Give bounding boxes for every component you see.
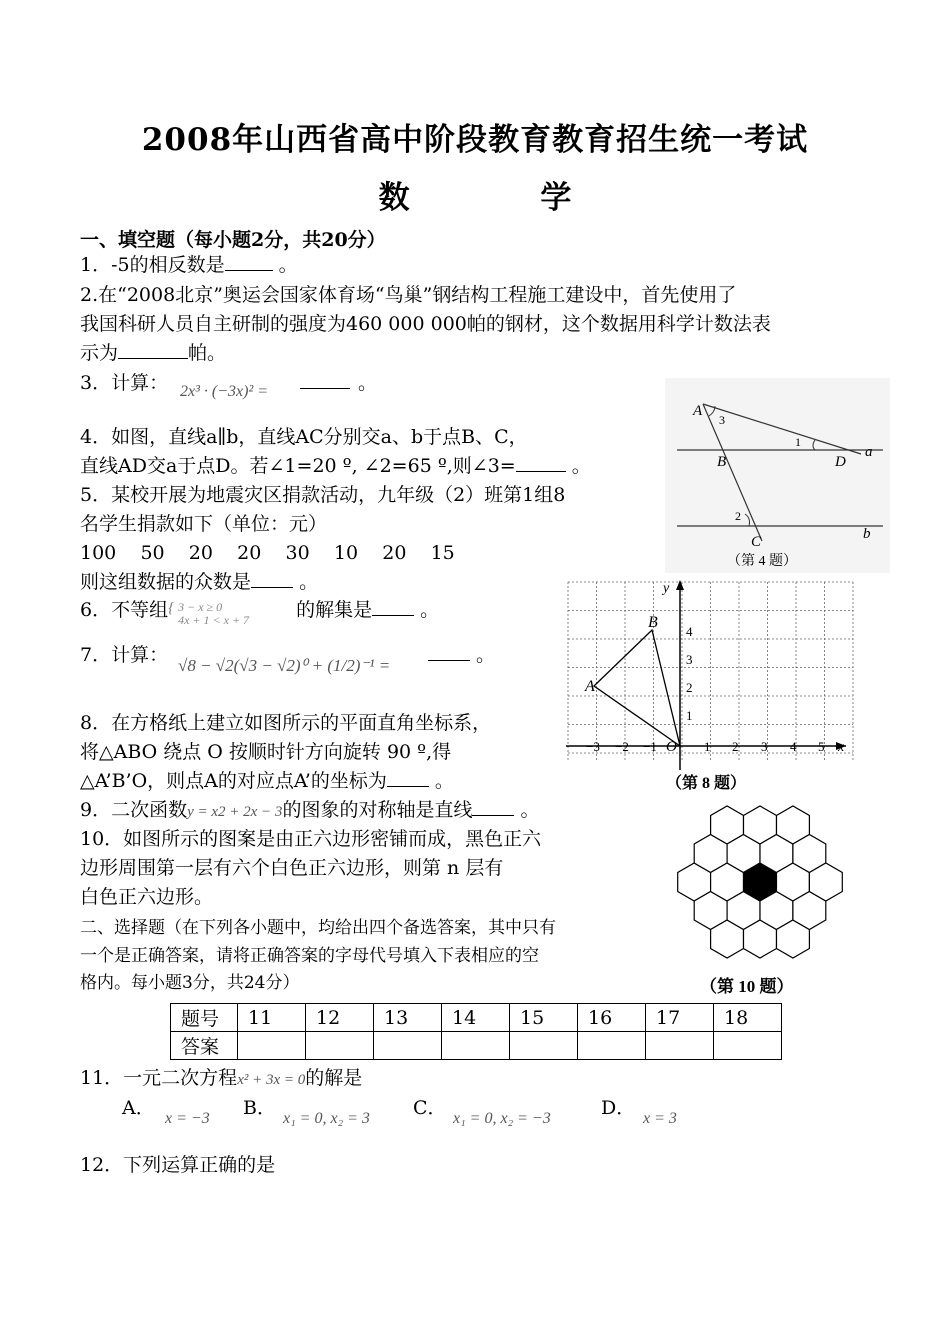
option-a-expression: x = −3 [165, 1110, 210, 1127]
label-1: 1 [795, 435, 801, 449]
label-A: A [693, 403, 703, 419]
question-10-line-3: 白色正六边形。 [80, 886, 214, 908]
section-1-heading: 一、填空题（每小题2分，共20分） [80, 229, 386, 251]
subject-title: 数 学 [378, 180, 632, 216]
question-7: 7．计算： [80, 644, 169, 666]
x-tick: −3 [586, 739, 600, 754]
answer-cell[interactable] [646, 1032, 714, 1060]
answer-blank [372, 597, 414, 616]
answer-cell[interactable] [510, 1032, 578, 1060]
x-tick: 5 [818, 739, 825, 754]
label-3: 3 [719, 413, 725, 427]
answer-blank [387, 768, 429, 787]
x-axis-label: x [838, 740, 845, 755]
option-c-letter: C． [413, 1097, 447, 1119]
answer-blank [225, 252, 273, 271]
figure-8-caption: （第 8 题） [666, 775, 747, 792]
question-2-line-1: 2.在“2008北京”奥运会国家体育场“鸟巢”钢结构工程施工建设中，首先使用了 [80, 284, 737, 306]
question-5-line-4: 则这组数据的众数是 。 [80, 571, 319, 593]
x-tick: 3 [761, 739, 768, 754]
q11-expression: x² + 3x = 0 [237, 1072, 306, 1088]
question-5-line-1: 5．某校开展为地震灾区捐款活动，九年级（2）班第1组8 [80, 484, 566, 506]
answer-blank [516, 453, 566, 472]
section-2-line-1: 二、选择题（在下列各小题中，均给出四个备选答案，其中只有 [80, 918, 556, 938]
x-tick: 2 [732, 739, 739, 754]
option-d-expression: x = 3 [643, 1110, 677, 1127]
question-12: 12．下列运算正确的是 [80, 1154, 276, 1176]
answer-blank [428, 660, 470, 661]
figure-4-caption: （第 4 题） [727, 554, 797, 569]
question-8-line-1: 8．在方格纸上建立如图所示的平面直角坐标系， [80, 712, 492, 734]
table-cell: 11 [238, 1004, 306, 1032]
label-B: B [717, 454, 727, 470]
exam-title: 2008年山西省高中阶段教育教育招生统一考试 [141, 122, 809, 158]
q6-inequality-2: 4x + 1 < x + 7 [178, 613, 250, 627]
option-b-letter: B． [243, 1097, 276, 1119]
option-c-expression: x₁ = 0, x₂ = −3 [453, 1110, 551, 1127]
option-a-letter: A． [122, 1097, 155, 1119]
label-2: 2 [735, 509, 741, 523]
table-row [171, 1004, 782, 1032]
table-cell: 16 [578, 1004, 646, 1032]
answer-cell[interactable] [374, 1032, 442, 1060]
answer-cell[interactable] [578, 1032, 646, 1060]
donation-data: 100 50 20 20 30 10 20 15 [80, 542, 455, 564]
section-2-line-3: 格内。每小题3分，共24分） [80, 973, 300, 993]
table-cell: 题号 [171, 1004, 238, 1032]
question-6: 6．不等组 { 3 − x ≥ 0 4x + 1 < x + 7 的解集是 。 [80, 595, 439, 625]
table-cell: 13 [374, 1004, 442, 1032]
y-tick: 1 [686, 708, 693, 723]
answer-blank [472, 797, 514, 816]
y-tick: 2 [686, 680, 693, 695]
table-row [171, 1032, 782, 1060]
question-4-line-1: 4．如图，直线a∥b，直线AC分别交a、b于点B、C， [80, 426, 528, 448]
y-tick: 3 [686, 652, 693, 667]
answer-cell[interactable] [442, 1032, 510, 1060]
answer-cell[interactable] [306, 1032, 374, 1060]
answer-table [170, 1003, 782, 1060]
figure-8-coordinate-grid [566, 578, 856, 798]
table-cell: 12 [306, 1004, 374, 1032]
question-10-line-2: 边形周围第一层有六个白色正六边形，则第 n 层有 [80, 857, 504, 879]
y-axis-label: y [663, 581, 670, 596]
question-1: 1．-5的相反数是 。 [80, 254, 298, 276]
q6-inequality-1: 3 − x ≥ 0 [178, 600, 223, 614]
option-d-letter: D． [601, 1097, 636, 1119]
q9-expression: y = x2 + 2x − 3 [187, 804, 283, 820]
answer-cell[interactable] [238, 1032, 306, 1060]
x-tick: 4 [790, 739, 797, 754]
question-10-line-1: 10．如图所示的图案是由正六边形密铺而成，黑色正六 [80, 828, 542, 850]
table-cell: 15 [510, 1004, 578, 1032]
question-11: 11．一元二次方程x² + 3x = 0的解是 [80, 1067, 363, 1089]
figure-10-hexagon-tiling [672, 796, 848, 1001]
question-8-line-3: △A’B’O，则点A的对应点A’的坐标为 。 [80, 770, 454, 792]
question-2-line-2: 我国科研人员自主研制的强度为460 000 000帕的钢材，这个数据用科学计数法表 [80, 313, 771, 335]
question-3: 3．计算： [80, 372, 169, 394]
table-cell: 18 [714, 1004, 782, 1032]
q3-end: 。 [358, 372, 378, 394]
x-tick: 1 [704, 739, 711, 754]
answer-blank [251, 569, 293, 588]
question-4-line-2: 直线AD交a于点D。若∠1=20 º, ∠2=65 º,则∠3= 。 [80, 455, 591, 477]
table-cell: 答案 [171, 1032, 238, 1060]
question-2-line-3: 示为 帕。 [80, 342, 227, 364]
question-8-line-2: 将△ABO 绕点 O 按顺时针方向旋转 90 º,得 [80, 741, 452, 763]
label-D: D [835, 454, 846, 470]
y-tick: 4 [686, 624, 693, 639]
figure-4-diagram [665, 378, 890, 573]
q7-expression: √8 − √2(√3 − √2)⁰ + (1/2)⁻¹ = [178, 656, 391, 675]
option-b-expression: x₁ = 0, x₂ = 3 [283, 1110, 370, 1127]
table-cell: 14 [442, 1004, 510, 1032]
answer-blank [118, 340, 188, 359]
q7-end: 。 [476, 644, 496, 666]
q3-expression: 2x³ · (−3x)² = [180, 383, 269, 400]
label-a: a [865, 444, 873, 460]
label-b: b [863, 526, 871, 542]
x-tick: −1 [643, 739, 657, 754]
x-tick: −2 [615, 739, 629, 754]
origin-label: O [666, 739, 677, 755]
figure-10-caption: （第 10 题） [700, 977, 794, 996]
table-cell: 17 [646, 1004, 714, 1032]
question-5-line-2: 名学生捐款如下（单位：元） [80, 513, 328, 535]
point-B-label: B [648, 614, 658, 631]
answer-blank [300, 388, 350, 389]
answer-cell[interactable] [714, 1032, 782, 1060]
point-A-label: A [585, 678, 595, 695]
label-C: C [751, 534, 762, 550]
section-2-line-2: 一个是正确答案，请将正确答案的字母代号填入下表相应的空 [80, 946, 539, 966]
question-9: 9．二次函数y = x2 + 2x − 3的图象的对称轴是直线 。 [80, 799, 540, 821]
